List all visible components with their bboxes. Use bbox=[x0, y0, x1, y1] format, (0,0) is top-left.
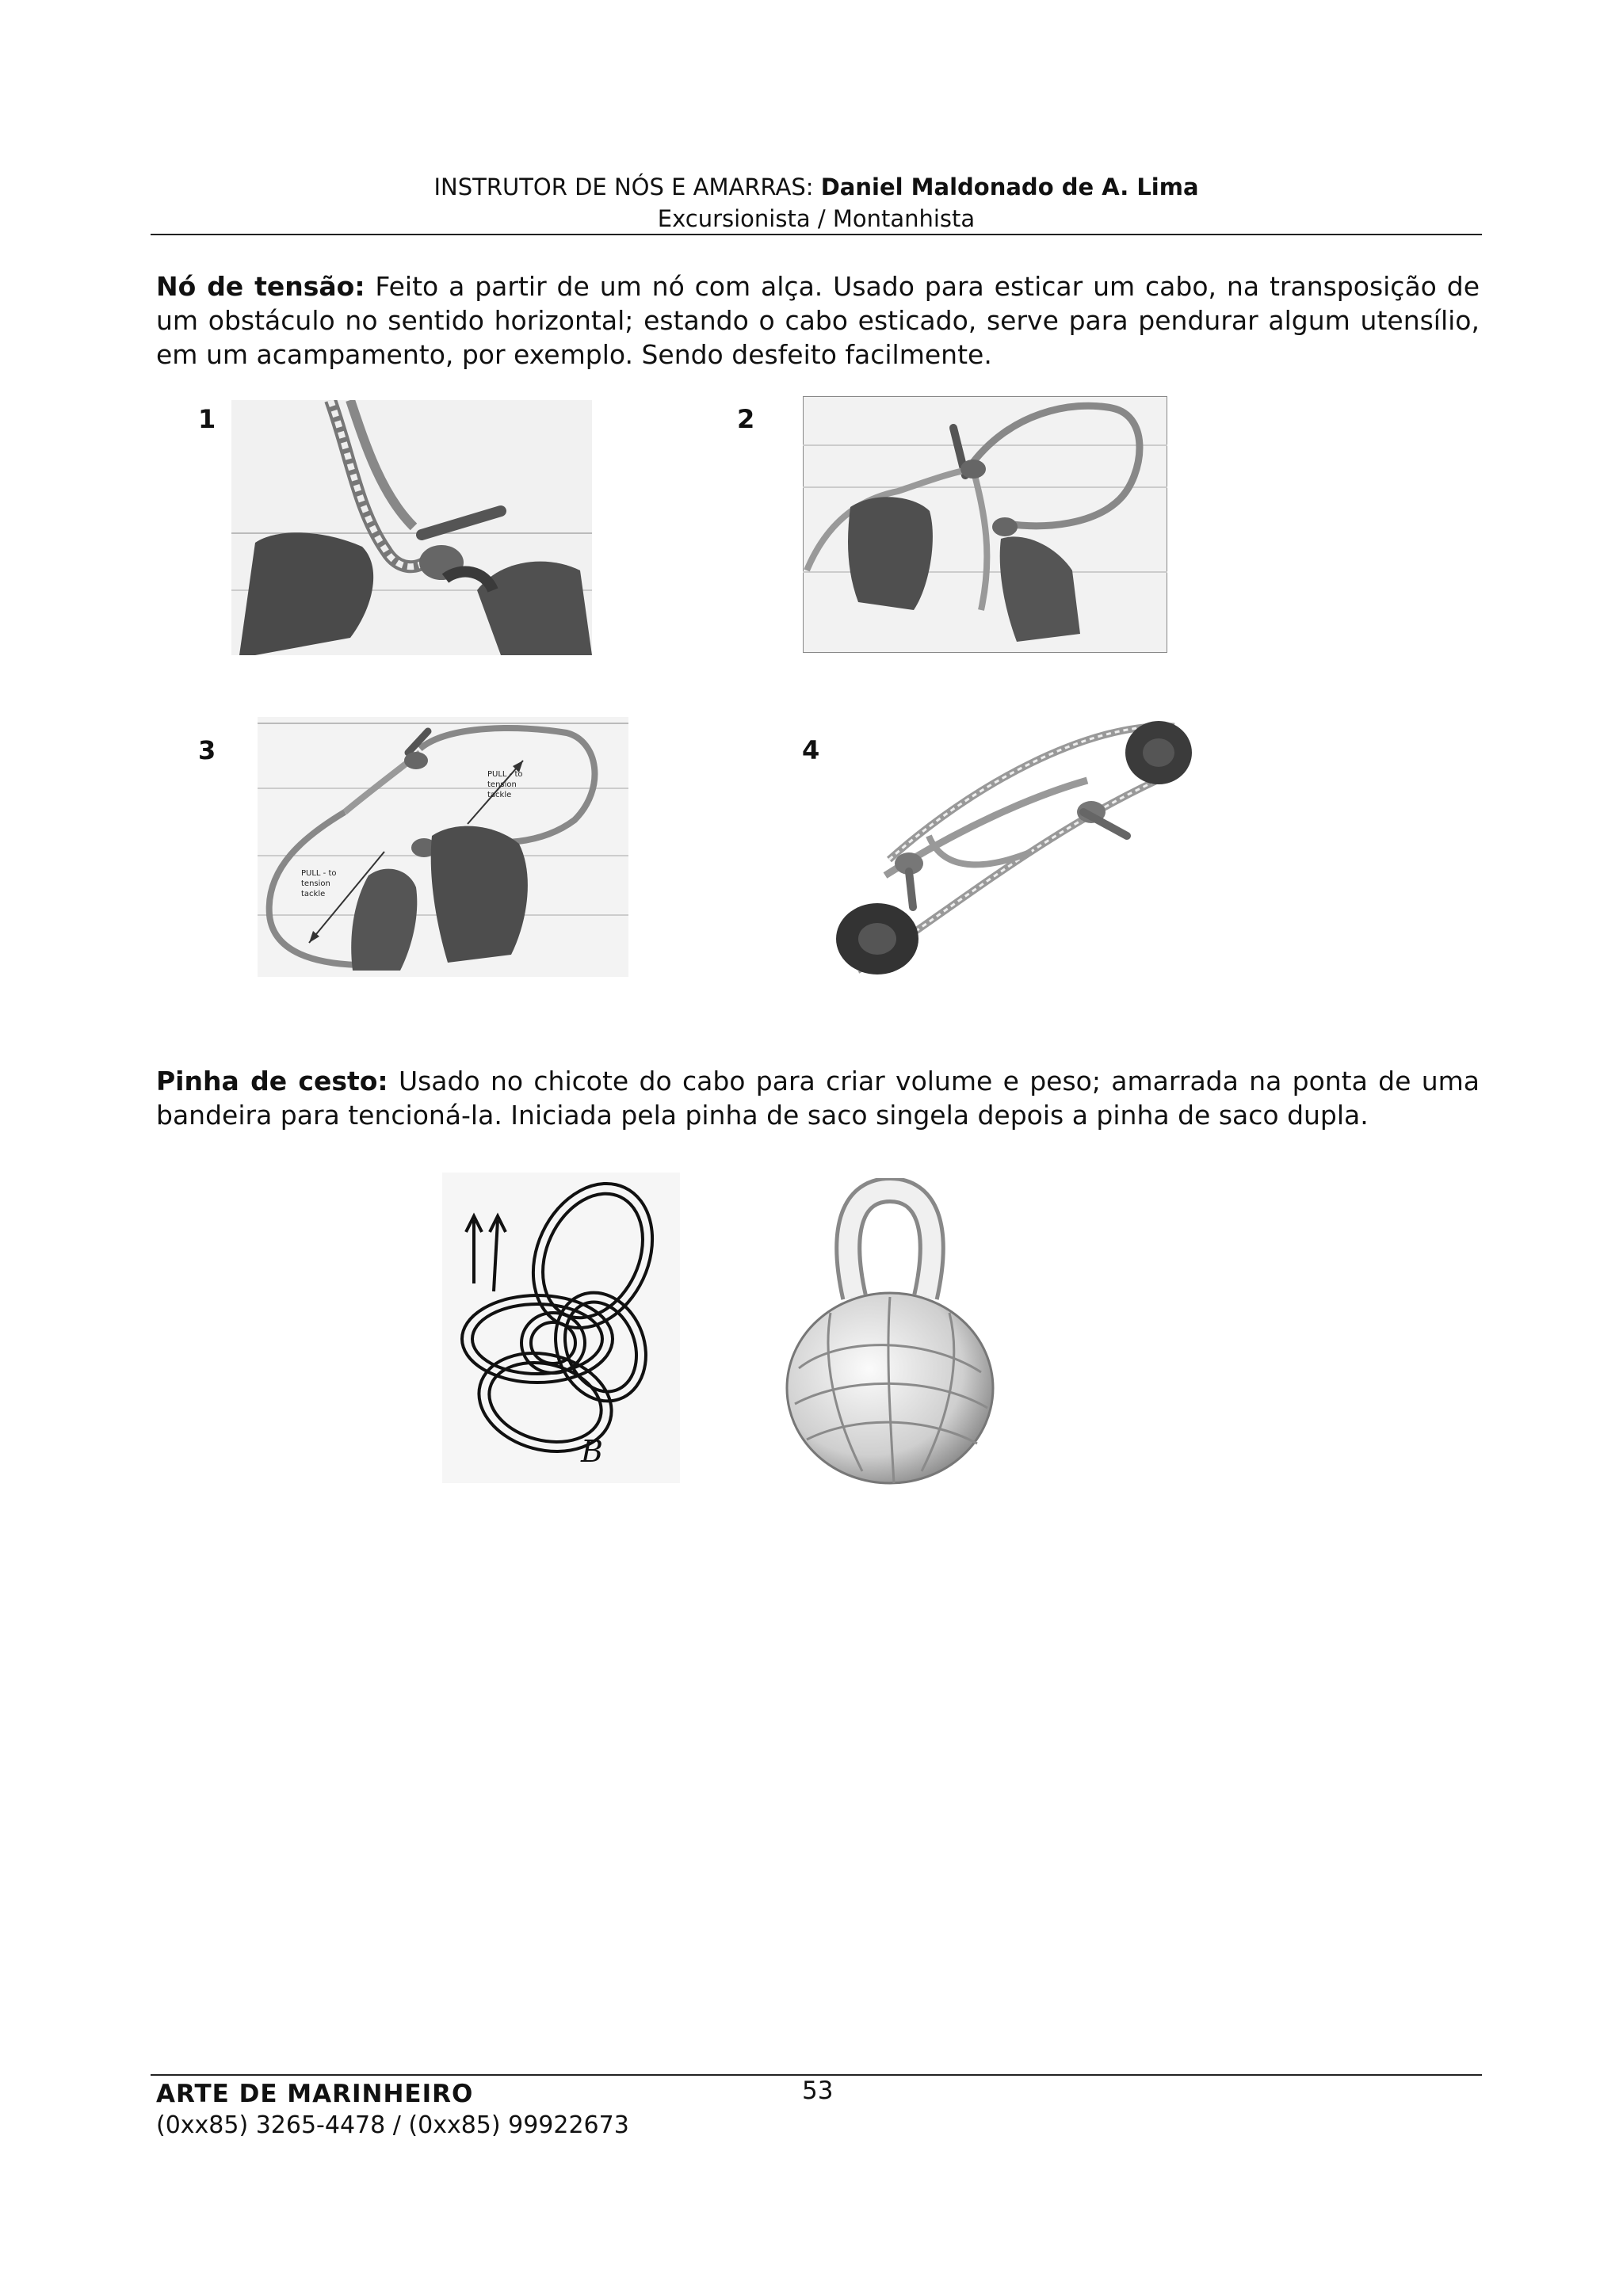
section-basket-knot-text bbox=[156, 1064, 1480, 1132]
step-2-photo bbox=[803, 396, 1167, 653]
section-tension-knot-text bbox=[156, 269, 1480, 372]
pull-label-upper-1: PULL - to bbox=[487, 770, 523, 779]
basket-knot-diagram bbox=[442, 1173, 680, 1483]
step-number-2: 2 bbox=[737, 404, 755, 434]
step-number-4: 4 bbox=[802, 735, 820, 765]
pull-label-lower-2: tension bbox=[301, 879, 330, 888]
footer-rule bbox=[151, 2074, 1482, 2076]
pull-label-lower-1: PULL - to bbox=[301, 869, 337, 878]
header-rule bbox=[151, 234, 1482, 235]
section-tension-knot-term: Nó de tensão: bbox=[156, 271, 365, 302]
header-subtitle: Excursionista / Montanhista bbox=[657, 205, 976, 232]
section-basket-knot-term: Pinha de cesto: bbox=[156, 1066, 388, 1097]
pull-label-upper-3: tackle bbox=[487, 791, 512, 799]
pull-label-lower-3: tackle bbox=[301, 890, 326, 898]
step-number-3: 3 bbox=[198, 735, 216, 765]
step-3-photo bbox=[258, 717, 628, 977]
step-4-photo bbox=[826, 717, 1192, 978]
step-number-1: 1 bbox=[198, 404, 216, 434]
pull-label-upper-2: tension bbox=[487, 780, 517, 789]
step-1-photo bbox=[231, 400, 592, 655]
diagram-letter: B bbox=[581, 1434, 603, 1469]
section-basket-knot-body: Usado no chicote do cabo para criar volume e peso; amarrada na ponta de uma bandeira para tencioná-la. Iniciada pela pinha de saco singela depois a pinha de saco dupla. bbox=[156, 1066, 1480, 1131]
header-line bbox=[151, 171, 1482, 203]
header-author: Daniel Maldonado de A. Lima bbox=[820, 174, 1199, 200]
footer-phone: (0xx85) 3265-4478 / (0xx85) 99922673 bbox=[156, 2111, 629, 2139]
basket-knot-photo bbox=[775, 1178, 1005, 1491]
header-prefix: INSTRUTOR DE NÓS E AMARRAS: bbox=[433, 174, 821, 200]
page-header bbox=[151, 171, 1482, 235]
section-tension-knot-body: Feito a partir de um nó com alça. Usado para esticar um cabo, na transposição de um obstáculo no sentido horizontal; estando o cabo esticado, serve para pendurar algum utensílio, em um acampamento, por exemplo. Sendo desfeito facilmente. bbox=[156, 271, 1480, 370]
page-number: 53 bbox=[802, 2077, 834, 2105]
footer-title: ARTE DE MARINHEIRO bbox=[156, 2080, 474, 2108]
